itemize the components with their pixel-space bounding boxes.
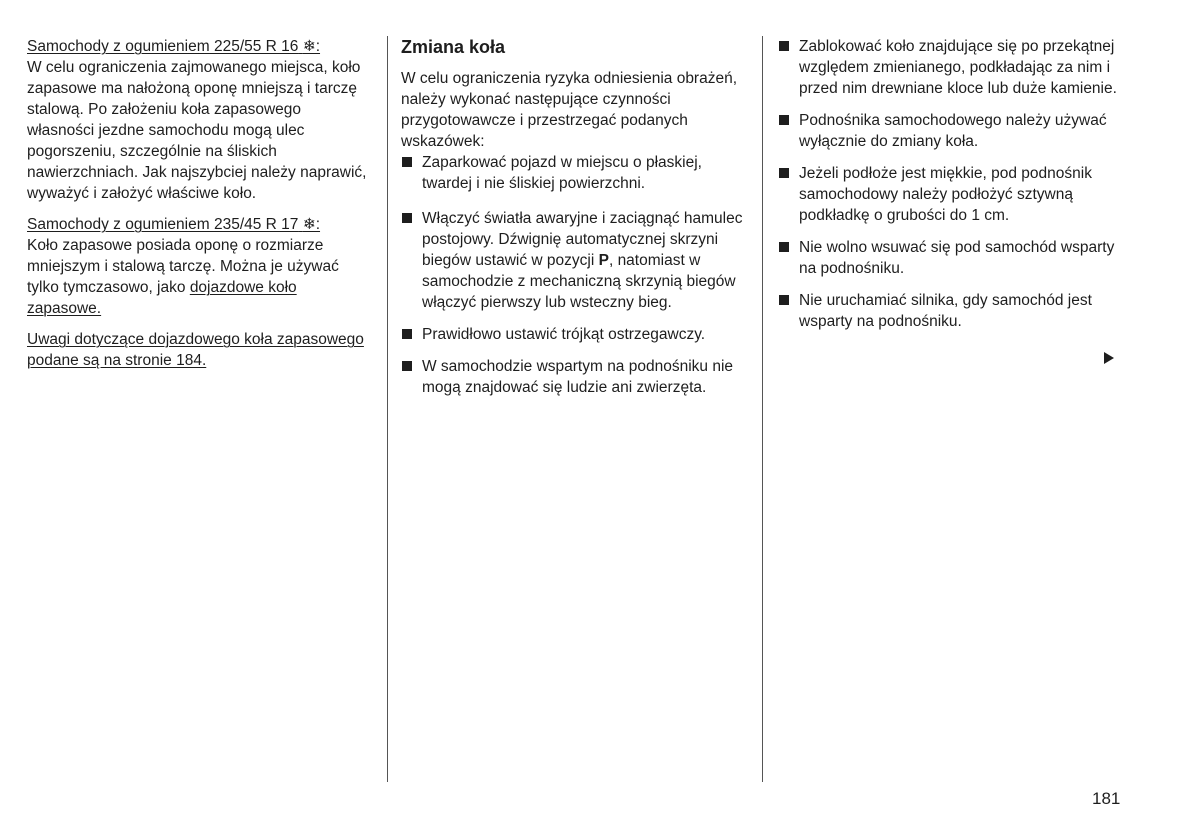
list-item: Nie uruchamiać silnika, gdy samochód jest wsparty na podnośniku. — [778, 290, 1123, 332]
section-text-235-45: Koło zapasowe posiada oponę o rozmiarze mniejszym i stalową tarczę. Można je używać tylko tymczasowo, jako — [27, 237, 339, 296]
continue-arrow-icon — [1104, 352, 1114, 364]
square-bullet-icon — [402, 213, 412, 223]
square-bullet-icon — [779, 115, 789, 125]
list-item: Podnośnika samochodowego należy używać wyłącznie do zmiany koła. — [778, 110, 1123, 152]
page-number: 181 — [1092, 789, 1121, 808]
section-title-235-45: Samochody z ogumieniem 235/45 R 17 ❄: — [27, 216, 321, 233]
list-item: Prawidłowo ustawić trójkąt ostrzegawczy. — [401, 324, 746, 345]
square-bullet-icon — [779, 295, 789, 305]
square-bullet-icon — [402, 157, 412, 167]
snowflake-icon: ❄: — [302, 216, 321, 233]
gear-position-p: P — [598, 252, 609, 269]
note-temporary-wheel — [27, 329, 367, 371]
list-item: Nie wolno wsuwać się pod samochód wsparty na podnośniku. — [778, 237, 1123, 279]
snowflake-icon: ❄: — [302, 38, 321, 55]
middle-column — [401, 36, 746, 409]
section-text-225-55: W celu ograniczenia zajmowanego miejsca, koło zapasowe ma nałożoną oponę mniejszą i tarczę stalową. Po założeniu koła zapasowego własności jezdne samochodu mogą ulec pogorszeniu, szczególnie na śliskich nawierzchniach. Jak najszybciej należy naprawić, wyważyć i założyć właściwe koło. — [27, 59, 367, 202]
list-item: Zaparkować pojazd w miejscu o płaskiej, twardej i nie śliskiej powierzchni. — [401, 152, 746, 194]
square-bullet-icon — [779, 242, 789, 252]
right-column — [778, 36, 1123, 343]
column-divider — [762, 36, 763, 782]
spare-wheel-link[interactable]: dojazdowe koło zapasowe. — [27, 279, 297, 317]
square-bullet-icon — [779, 168, 789, 178]
list-item: W samochodzie wspartym na podnośniku nie mogą znajdować się ludzie ani zwierzęta. — [401, 356, 746, 398]
page-heading: Zmiana koła — [401, 37, 506, 57]
note-link[interactable]: Uwagi dotyczące dojazdowego koła zapasowego podane są na stronie 184. — [27, 331, 364, 369]
intro-text: W celu ograniczenia ryzyka odniesienia obrażeń, należy wykonać następujące czynności przygotowawcze i przestrzegać podanych wskazówek: — [401, 70, 738, 150]
column-divider — [387, 36, 388, 782]
list-item: Włączyć światła awaryjne i zaciągnąć hamulec postojowy. Dźwignię automatycznej skrzyni biegów ustawić w pozycji P, natomiast w samochodzie z mechaniczną skrzynią biegów włączyć pierwszy lub wsteczny bieg. — [401, 208, 746, 313]
square-bullet-icon — [779, 41, 789, 51]
instruction-list — [778, 36, 1123, 332]
left-column — [27, 36, 367, 381]
section-title-225-55: Samochody z ogumieniem 225/55 R 16 ❄: — [27, 38, 321, 55]
square-bullet-icon — [402, 329, 412, 339]
list-item: Jeżeli podłoże jest miękkie, pod podnośnik samochodowy należy podłożyć sztywną podkładkę o grubości do 1 cm. — [778, 163, 1123, 226]
section-225-55 — [27, 36, 367, 204]
square-bullet-icon — [402, 361, 412, 371]
section-235-45 — [27, 214, 367, 319]
list-item: Zablokować koło znajdujące się po przekątnej względem zmienianego, podkładając za nim i przed nim drewniane kloce lub duże kamienie. — [778, 36, 1123, 99]
instruction-list — [401, 152, 746, 398]
